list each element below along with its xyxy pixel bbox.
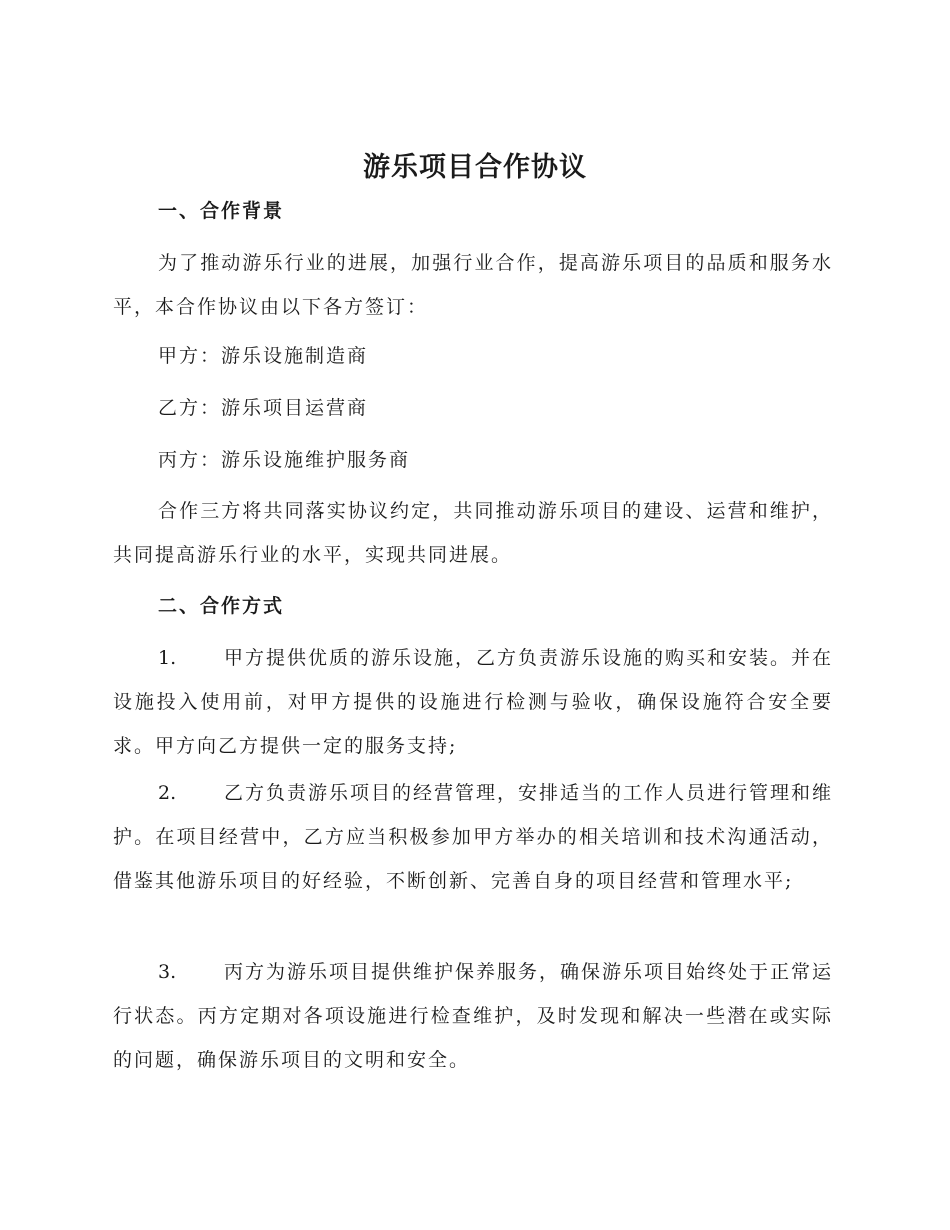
party-b: 乙方：游乐项目运营商	[158, 397, 369, 419]
list-item-text: 甲方提供优质的游乐设施，乙方负责游乐设施的购买和安装。并在设施投入使用前，对甲方提供的设施进行检测与验收，确保设施符合安全要求。甲方向乙方提供一定的服务支持;	[113, 647, 834, 757]
intro-paragraph: 为了推动游乐行业的进展，加强行业合作，提高游乐项目的品质和服务水平，本合作协议由以下各方签订：	[113, 252, 833, 318]
list-item-number: 2.	[158, 782, 177, 804]
list-item	[113, 771, 833, 903]
document-title: 游乐项目合作协议	[363, 152, 587, 183]
summary-paragraph: 合作三方将共同落实协议约定，共同推动游乐项目的建设、运营和维护，共同提高游乐行业的水平，实现共同进展。	[113, 500, 833, 566]
section-heading-method: 二、合作方式	[158, 595, 285, 617]
list-item	[113, 636, 833, 768]
list-item-number: 1.	[158, 647, 177, 669]
section-heading-background: 一、合作背景	[158, 200, 285, 222]
party-a: 甲方：游乐设施制造商	[158, 345, 369, 367]
party-c: 丙方：游乐设施维护服务商	[158, 449, 411, 471]
list-item-text: 丙方为游乐项目提供维护保养服务，确保游乐项目始终处于正常运行状态。丙方定期对各项设施进行检查维护，及时发现和解决一些潜在或实际的问题，确保游乐项目的文明和安全。	[113, 961, 834, 1071]
list-item-text: 乙方负责游乐项目的经营管理，安排适当的工作人员进行管理和维护。在项目经营中，乙方应当积极参加甲方举办的相关培训和技术沟通活动，借鉴其他游乐项目的好经验，不断创新、完善自身的项目经营和管理水平;	[113, 782, 834, 892]
list-item	[113, 950, 833, 1082]
list-item-number: 3.	[158, 961, 177, 983]
